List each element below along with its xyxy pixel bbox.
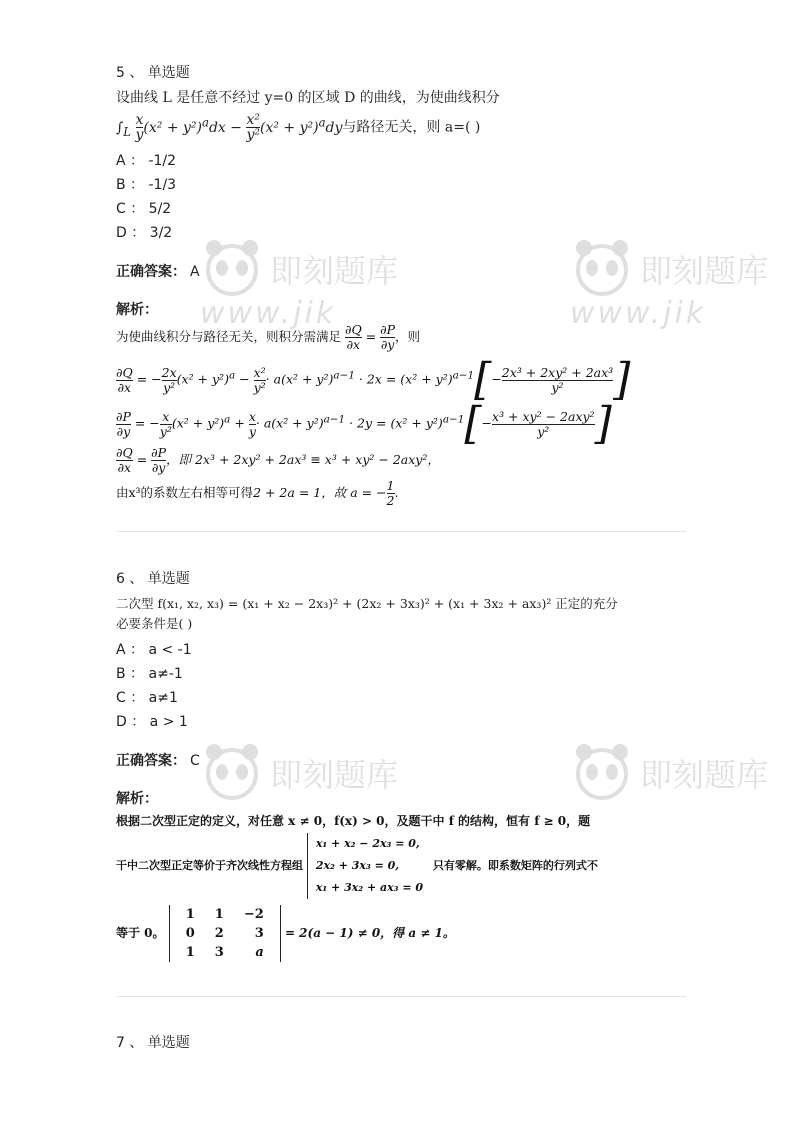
equation-row: x₁ + x₂ − 2x₃ = 0, xyxy=(315,837,420,850)
option-b[interactable]: B ： -1/3 xyxy=(116,177,177,194)
answer-row xyxy=(116,261,686,281)
answer-value: A xyxy=(190,264,200,281)
question-6 xyxy=(116,568,686,962)
det-cell: 1 xyxy=(185,945,195,960)
analysis-text: 等于 0。 xyxy=(116,926,165,940)
stem-line: 设曲线 L 是任意不经过 y=0 的区域 D 的曲线，为使曲线积分 xyxy=(116,90,500,106)
stem-line: 必要条件是( ) xyxy=(116,616,193,631)
option-d[interactable]: D ： a > 1 xyxy=(116,714,188,730)
det-cell: 3 xyxy=(254,926,264,941)
analysis-label: 解析： xyxy=(116,302,158,319)
stem-tail: 与路径无关，则 a=( ) xyxy=(342,119,481,136)
question-5 xyxy=(116,62,686,508)
equation-row: x₁ + 3x₂ + ax₃ = 0 xyxy=(315,881,424,894)
analysis-line: 由x³的系数左右相等可得2 + 2a = 1，故 a = − $\frac{1}{2}$ . xyxy=(116,478,399,509)
option-a[interactable]: A ： a < -1 xyxy=(116,642,192,658)
option-c[interactable]: C ： a≠1 xyxy=(116,690,178,706)
frac-denominator: 2 xyxy=(386,493,395,509)
stem-line: 二次型 f(x₁, x₂, x₃) = (x₁ + x₂ − 2x₃)² + (2x₂ + 3x₃)² + (x₁ + 3x₂ + ax₃)² 正定的充分 xyxy=(116,596,618,611)
analysis-line xyxy=(116,833,686,899)
option-b[interactable]: B ： a≠-1 xyxy=(116,666,183,682)
answer-label: 正确答案： xyxy=(116,264,186,281)
analysis-text: 由x³的系数左右相等可得 xyxy=(116,485,254,501)
question-number: 7 、 单选题 xyxy=(116,1035,190,1051)
option-a[interactable]: A ： -1/2 xyxy=(116,153,177,170)
analysis-label: 解析： xyxy=(116,791,158,807)
line-integral-formula: $\int_L$ $\frac{x}{y}$ $(x^2 + y^2)^adx$ − $\frac{\text{x²}}{\text{y²}}$ $(x^2 + y^2)^ady$ xyxy=(116,112,343,144)
derivation-dp: $\frac{\partial P}{\partial y}$ = − $\frac{x}{\text{y²}}$ $(x^2 + y^2)^a$ + $\frac{x}{y}$ · $a(x^2 + y^2)^{a-1} \cdot 2y = (x^2 + y^2)^{a-1}[-$ $\frac{\text{x³ + xy² − 2axy²}}{\text{y²}}$ ] xyxy=(116,398,612,450)
question-7 xyxy=(116,1032,686,1052)
analysis-body xyxy=(116,812,686,962)
determinant xyxy=(169,905,281,962)
option-d[interactable]: D ： 3/2 xyxy=(116,225,173,242)
analysis-formula: = 2(a − 1) ≠ 0，得 a ≠ 1。 xyxy=(284,926,455,940)
watermark-text: 即刻题库 xyxy=(640,756,769,794)
derivation-dq: $\frac{\partial Q}{\partial x}$ = − $\frac{2x}{\text{y²}}$ $(x^2 + y^2)^a$ − $\frac{\text{x²}}{\text{y²}}$ · $a(x^2 + y^2)^{a-1} \cdot 2x = (x^2 + y^2)^{a-1}[-$ $\frac{\text{2x³ + 2xy² + 2ax³}}{\text{y²}}$ ] xyxy=(116,354,631,406)
analysis-text: 为使曲线积分与路径无关，则积分需满足 xyxy=(116,329,342,345)
analysis-line: 根据二次型正定的定义，对任意 x ≠ 0，f(x) > 0，及题干中 f 的结构，恒有 f ≥ 0，题 xyxy=(116,814,591,828)
analysis-line xyxy=(116,905,686,962)
analysis-formula: 2 + 2a = 1，故 a = − xyxy=(253,485,387,501)
question-stem xyxy=(116,594,686,634)
watermark-text: 即刻题库 xyxy=(270,756,399,794)
watermark-text: 即刻题库 xyxy=(640,252,769,290)
det-cell: a xyxy=(255,945,264,960)
watermark-text: 即刻题库 xyxy=(270,252,399,290)
frac-numerator: 1 xyxy=(386,478,395,494)
answer-label: 正确答案： xyxy=(116,753,186,769)
det-cell: 1 xyxy=(214,907,224,922)
det-cell: 0 xyxy=(185,926,195,941)
det-cell: 3 xyxy=(214,945,224,960)
option-c[interactable]: C ： 5/2 xyxy=(116,201,172,218)
equation-system xyxy=(307,833,423,899)
watermark-url: www.jik xyxy=(570,296,707,331)
analysis-body xyxy=(116,323,686,508)
det-cell: 2 xyxy=(214,926,224,941)
question-divider xyxy=(116,996,686,997)
question-divider xyxy=(116,531,686,532)
question-stem xyxy=(116,86,686,143)
question-number: 6 、 单选题 xyxy=(116,571,190,587)
answer-row xyxy=(116,750,686,770)
watermark-url: www.jik xyxy=(200,296,337,331)
analysis-line: 为使曲线积分与路径无关，则积分需满足 $\frac{\partial Q}{\partial x}$ = $\frac{\partial P}{\partial y}$ ，则 xyxy=(116,322,421,353)
answer-value: C xyxy=(190,753,200,769)
equation-row: 2x₂ + 3x₃ = 0, xyxy=(315,859,400,872)
analysis-text: ，则 xyxy=(395,329,421,345)
det-cell: −2 xyxy=(243,907,264,922)
analysis-text: 干中二次型正定等价于齐次线性方程组 xyxy=(116,859,303,872)
det-cell: 1 xyxy=(185,907,195,922)
analysis-text: 只有零解。即系数矩阵的行列式不 xyxy=(432,859,598,872)
stem-formula-line xyxy=(116,110,686,143)
question-number: 5 、 单选题 xyxy=(116,65,190,81)
derivation-equal: $\frac{\partial Q}{\partial x}$ = $\frac{\partial P}{\partial y}$ ，即 2x³ + 2xy² + 2ax³ ≡ x³ + xy² − 2axy²， xyxy=(116,445,440,476)
